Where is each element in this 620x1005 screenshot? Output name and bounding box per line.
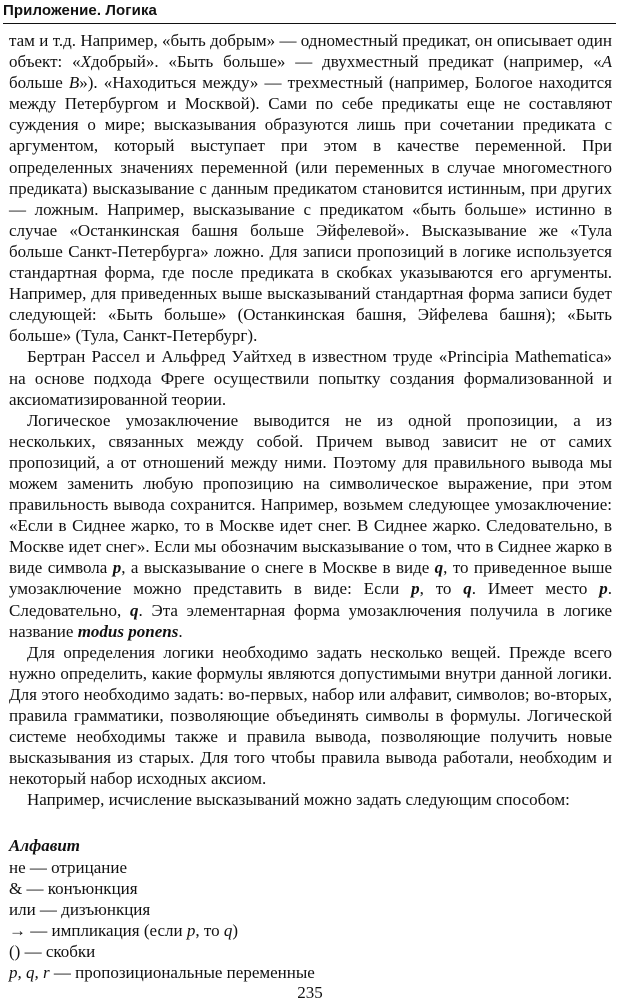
paragraph-inference: Логическое умозаключение выводится не из одной пропозиции, а из нескольких, связанных между собой. Причем вывод зависит не от самих пропозиций, а от отношений между ними. Поэтому для правильного вывода мы можем заменить любую пропозицию на символическое выражение, при этом правильность вывода сохранится. Например, возьмем следующее умозаключение: «Если в Сиднее жарко, то в Москве идет снег. В Сиднее жарко. Следовательно, в Москве идет снег». Если мы обозначим высказывание о том, что в Сиднее жарко в виде символа p, а высказывание о снеге в Москве в виде q, то приведенное выше умозаключение можно представить в виде: Если p, то q. Имеет место p. Следовательно, q. Эта элементарная форма умозаключения получила в логике название modus ponens.	[9, 410, 613, 641]
alphabet-item-disjunction: или — дизъюнкция	[9, 899, 151, 919]
alphabet-item-negation: не — отрицание	[9, 857, 128, 877]
page-body	[9, 30, 612, 983]
paragraph-example-intro: Например, исчисление высказываний можно задать следующим способом:	[27, 790, 570, 810]
alphabet-item-brackets: () — скобки	[9, 941, 96, 961]
running-head: Приложение. Логика	[3, 2, 158, 19]
modus-ponens-term: modus ponens	[77, 621, 179, 641]
alphabet-list	[9, 835, 612, 983]
paragraph-logic-definition: Для определения логики необходимо задать несколько вещей. Прежде всего нужно определить, какие формулы являются допустимыми внутри данной логики. Для этого необходимо задать: во-первых, набор или алфавит, символов; во-вторых, правила грамматики, позволяющие объединять символы в формулы. Логической системе необходимы также и правила вывода, позволяющие получить новые высказывания из старых. Для того чтобы правила вывода работали, необходим и некоторый набор исходных аксиом.	[9, 642, 612, 789]
alphabet-heading: Алфавит	[9, 836, 81, 856]
page-number: 235	[297, 983, 323, 1002]
header-rule	[3, 23, 616, 24]
paragraph-predicates: там и т.д. Например, «быть добрым» — одноместный предикат, он описывает один объект: «Хдобрый». «Быть больше» — двухместный предикат (например, «А больше В»). «Находиться между» — трехместный (например, Бологое находится между Петербургом и Москвой). Сами по себе предикаты еще не составляют суждения о мире; высказывания образуются лишь при сочетании предиката с аргументом, который выступает при этом в качестве переменной. При определенных значениях переменной (или переменных в случае многоместного предиката) высказывание с данным предикатом становится истинным, при других — ложным. Например, высказывание с предикатом «быть больше» истинно в случае «Останкинская башня больше Эйфелевой». Высказывание же «Тула больше Санкт-Петербурга» ложно. Для записи пропозиций в логике используется стандартная форма, где после предиката в скобках указываются его аргументы. Например, для приведенных выше высказываний стандартная форма записи будет следующей: «Быть больше» (Останкинская башня, Эйфелева башня); «Быть больше» (Тула, Санкт-Петербург).	[9, 31, 613, 346]
alphabet-item-conjunction: & — конъюнкция	[9, 878, 138, 898]
alphabet-item-implication: → — импликация (если p, то q)	[9, 920, 238, 940]
paragraph-principia: Бертран Рассел и Альфред Уайтхед в известном труде «Principia Mathematica» на основе подхода Фреге осуществили попытку создания формализованной и аксиоматизированной теории.	[9, 347, 612, 409]
alphabet-item-variables: p, q, r — пропозициональные переменные	[9, 963, 315, 983]
